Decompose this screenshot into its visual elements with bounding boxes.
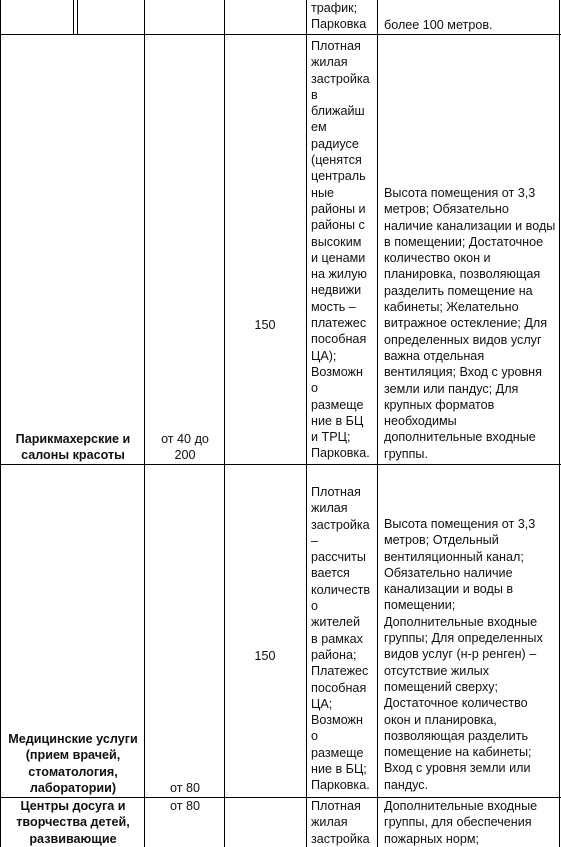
category-cell-row-2: Парикмахерские и салоны красоты	[15, 432, 131, 463]
traffic-cell-row-2: 150	[254, 318, 276, 332]
table-border-col-2	[224, 0, 225, 847]
traffic-cell-row-3: 150	[254, 649, 276, 663]
area-cell-row-2: от 40 до 200	[161, 432, 209, 463]
table-border-col-0	[0, 0, 1, 847]
table-border-col-4	[377, 0, 378, 847]
table-border-col-5	[559, 0, 560, 847]
requirements-cell-row-1: трафик; Парковка	[311, 1, 367, 32]
area-cell-row-3: от 80	[169, 781, 200, 795]
table-border-col-1	[144, 0, 145, 847]
table-border-row-1-bottom	[0, 34, 561, 35]
category-cell-row-3: Медицинские услуги (прием врачей, стоматология, лаборатории)	[8, 732, 138, 795]
requirements-cell-row-4: Плотная жилая застройка	[311, 799, 370, 846]
conditions-cell-row-2: Высота помещения от 3,3 метров; Обязательно наличие канализации и воды в помещении; Достаточное количество окон и планировка, позволяющая разделить помещение на кабинеты; Желательно витражное остекление; Для определенных видов услуг важна отдельная вентиляция; Вход с уровня земли или пандус; Для крупных форматов необходимы дополнительные входные группы.	[384, 186, 556, 461]
table-border-row-2-bottom	[0, 464, 561, 465]
area-cell-row-4: от 80	[169, 799, 200, 813]
requirements-cell-row-3: Плотная жилая застройка – рассчиты вается количеств о жителей в рамках района; Платежес пособная ЦА; Возможн о размеще ние в БЦ; Парковка.	[311, 485, 371, 793]
table-border-inner-top-0	[73, 0, 74, 34]
requirements-cell-row-2: Плотная жилая застройка в ближайш ем радиусе (ценятся централь ные районы и районы с высоким и ценами на жилую недвижи мость – платежес пособная ЦА); Возможн о размеще ние в БЦ и ТРЦ; Парковка.	[311, 39, 370, 461]
conditions-cell-row-1: более 100 метров.	[384, 18, 493, 32]
table-border-inner-top-1	[77, 0, 78, 34]
conditions-cell-row-3: Высота помещения от 3,3 метров; Отдельный вентиляционный канал; Обязательно наличие канализации и воды в помещении; Дополнительные входные группы; Для определенных видов услуг (н-р ренген) – отсутствие жилых помещений сверху; Достаточное количество окон и планировка, позволяющая разделить помещение на кабинеты; Вход с уровня земли или пандус.	[384, 517, 543, 792]
category-cell-row-4: Центры досуга и творчества детей, развивающие	[16, 799, 130, 846]
table-border-col-3	[306, 0, 307, 847]
conditions-cell-row-4: Дополнительные входные группы, для обеспечения пожарных норм;	[384, 799, 538, 846]
